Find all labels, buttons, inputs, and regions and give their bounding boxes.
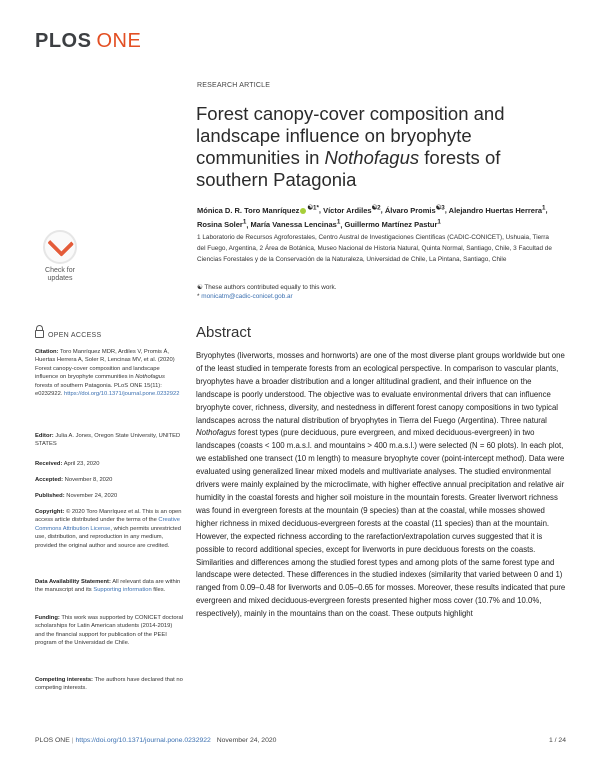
check-label: updates	[47, 275, 73, 282]
check-for-updates-badge[interactable]	[34, 230, 86, 290]
contribution-note	[197, 283, 557, 301]
author[interactable]: Rosina Soler$^1$	[197, 218, 247, 229]
title-part: forests of southern Patagonia	[196, 147, 501, 190]
article-type: RESEARCH ARTICLE	[197, 82, 271, 89]
orcid-icon[interactable]	[300, 208, 306, 214]
journal-name-one: ONE	[96, 30, 142, 52]
affiliations: 1 Laboratorio de Recursos Agroforestales, Centro Austral de Investigaciones Científicas (CADIC-CONICET), Ushuaia, Tierra del Fuego, Argentina, 2 Área de Botánica, Museo Nacional de Historia Natural, Quinta Normal, Santiago, Chile, 3 Facultad de Ciencias Forestales y de la Conservación de la Naturaleza, Universidad de Chile, La Pintana, Santiago, Chile	[197, 234, 552, 263]
author[interactable]: Guillermo Martínez Pastur$^1$	[344, 218, 441, 229]
journal-name-plos: PLOS	[35, 30, 92, 52]
author[interactable]: Víctor Ardiles$^{☯2}$	[323, 204, 381, 215]
data-availability: Data Availability Statement: All relevant data are within the manuscript and its Supporting information files.	[35, 579, 181, 594]
article-title	[196, 103, 556, 191]
accepted-date: Accepted: November 8, 2020	[35, 477, 113, 483]
abstract-text: Bryophytes (liverworts, mosses and hornworts) are one of the most diverse plant groups worldwide but one of the least studied in temperate forests from an ecological perspective. In comparison to vascular plants, bryophytes have a broader distribution and a longer altitudinal gradient, and their influence on the landscape is poorly understood. The objective was to evaluate environmental drivers that can influence bryophyte cover, richness, diversity, and nestedness in different forest canopy compositions in two typical landscapes across the natural distribution of bryophytes in Tierra del Fuego (Argentina). Three natural Nothofagus forest types (pure deciduous, pure evergreen, and mixed deciduous-evergreen) in two landscapes (coasts < 100 m.a.s.l. and mountains > 400 m.a.s.l.) were selected (N = 60 plots). In each plot, we established one transect (10 m length) to measure bryophyte cover (point-intercept method). Data were evaluated using generalized linear mixed models and multivariate analyses. The studied environmental drivers were mainly explained by the microclimate, with higher effective annual precipitation and relative air humidity in the coastal forests and higher soil moisture in the mountain forests. Greater liverwort richness was found in evergreen forests at the mountain (9 species) than at the coastal, while mosses showed higher richness in mixed deciduous-evergreen forests at the coastal (11 species) than at the mountain. However, the expected richness according to the rarefaction/extrapolation curves suggested that it is possible to record additional species, except for liverworts in pure deciduous forests on the coasts. Similarities and differences among the studied forest types and among plots of the same forest type and landscape were detected. These differences in the studied indexes (similarity that varied between 0 and 1) ranged from 0.09–0.48 for liverworts and 0.05–0.65 for mosses. Moreover, these results indicated that pure evergreen and mixed deciduous-evergreen forests presented higher moss cover (10.7% and 10.0%, respectively), mainly in the mountains than on the coast. These outputs highlight	[196, 351, 566, 619]
funding: Funding: This work was supported by CONICET doctoral scholarships for Latin American students (2014-2019) and the financial support for publication of the PEEI program of the Universidad de Chile.	[35, 615, 183, 647]
journal-logo	[35, 30, 141, 53]
equal-contribution: ☯ These authors contributed equally to this work.	[197, 284, 337, 291]
author[interactable]: Mónica D. R. Toro Manríquez $^{☯1*}$	[197, 204, 319, 215]
abstract-heading: Abstract	[196, 324, 252, 341]
published-date: Published: November 24, 2020	[35, 493, 118, 499]
corresponding-mark: *	[197, 293, 200, 300]
open-access: OPEN ACCESS	[35, 330, 101, 339]
footer-doi-link[interactable]: https://doi.org/10.1371/journal.pone.0232922	[75, 737, 211, 744]
email-link[interactable]: monicatm@cadic-conicet.gob.ar	[201, 293, 293, 300]
footer-date: November 24, 2020	[216, 737, 277, 744]
lock-icon	[35, 330, 44, 338]
author[interactable]: Álvaro Promis$^{☯3}$	[384, 204, 445, 215]
title-part: Forest canopy-cover composition and landscape influence on bryophyte communities in	[196, 103, 505, 168]
title-italic: Nothofagus	[324, 147, 420, 168]
citation-doi-link[interactable]: https://doi.org/10.1371/journal.pone.0232922	[64, 391, 180, 398]
citation: Citation: Toro Manríquez MDR, Ardiles V, Promis Á, Huertas Herrera A, Soler R, Lencinas MV, et al. (2020) Forest canopy-cover composition and landscape influence on bryophyte communities in Nothofagus forests of southern Patagonia. PLoS ONE 15(11): e0232922. https://doi.org/10.1371/journal.pone.0232922	[35, 349, 180, 398]
page-number: 1 / 24	[548, 737, 566, 744]
check-label: Check for	[45, 267, 75, 274]
editor: Editor: Julia A. Jones, Oregon State University, UNITED STATES	[35, 433, 181, 448]
supporting-info-link[interactable]: Supporting information	[93, 587, 152, 594]
page-footer: PLOS ONE | https://doi.org/10.1371/journal.pone.0232922 November 24, 2020	[35, 737, 277, 744]
author[interactable]: María Vanessa Lencinas$^1$	[250, 218, 341, 229]
author-list: Mónica D. R. Toro Manríquez $^{☯1*}$, Víctor Ardiles$^{☯2}$, Álvaro Promis$^{☯3}$, Alejandro Huertas Herrera$^1$, Rosina Soler$^1$, María Vanessa Lencinas$^1$, Guillermo Martínez Pastur$^1$	[197, 204, 548, 229]
license-link[interactable]: Creative Commons Attribution License	[35, 517, 181, 532]
competing-interests: Competing interests: The authors have declared that no competing interests.	[35, 677, 183, 692]
footer-journal: PLOS ONE	[35, 737, 70, 744]
received-date: Received: April 23, 2020	[35, 461, 100, 467]
copyright: Copyright: © 2020 Toro Manríquez et al. This is an open access article distributed under the terms of the Creative Commons Attribution License, which permits unrestricted use, distribution, and reproduction in any medium, provided the original author and source are credited.	[35, 509, 182, 549]
author[interactable]: Alejandro Huertas Herrera$^1$	[448, 204, 546, 215]
check-icon	[43, 230, 77, 264]
